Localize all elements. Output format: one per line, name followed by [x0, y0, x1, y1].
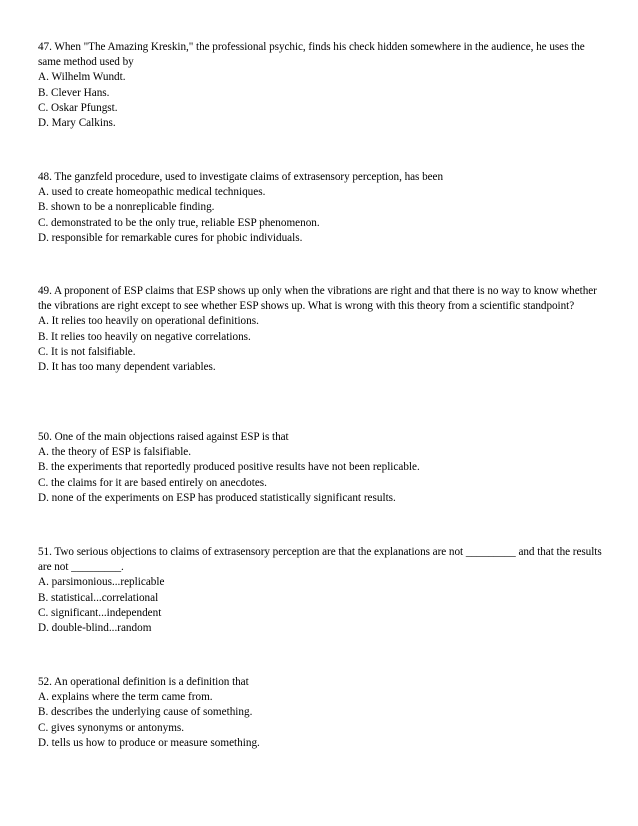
question-text: 49. A proponent of ESP claims that ESP shows up only when the vibrations are right and that there is no way to know whether the vibrations are right except to see whether ESP shows up. What is wrong with this theory from a scientific standpoint? [38, 285, 597, 313]
option-c: C. demonstrated to be the only true, reliable ESP phenomenon. [38, 216, 320, 229]
option-d: D. responsible for remarkable cures for phobic individuals. [38, 231, 303, 244]
option-c: C. the claims for it are based entirely on anecdotes. [38, 476, 267, 489]
question-text: 50. One of the main objections raised against ESP is that [38, 431, 289, 443]
option-b: B. the experiments that reportedly produced positive results have not been replicable. [38, 461, 420, 474]
question-50 [38, 430, 420, 506]
option-a: A. parsimonious...replicable [38, 576, 165, 589]
option-d: D. double-blind...random [38, 622, 152, 635]
option-d: D. Mary Calkins. [38, 117, 116, 130]
option-c: C. It is not falsifiable. [38, 345, 136, 358]
question-51 [38, 545, 610, 636]
question-49 [38, 284, 610, 375]
option-b: B. It relies too heavily on negative correlations. [38, 330, 251, 343]
option-b: B. describes the underlying cause of something. [38, 706, 253, 719]
option-c: C. gives synonyms or antonyms. [38, 721, 185, 734]
question-text: 48. The ganzfeld procedure, used to investigate claims of extrasensory perception, has been [38, 171, 443, 183]
option-c: C. significant...independent [38, 606, 162, 619]
option-b: B. Clever Hans. [38, 86, 110, 99]
option-c: C. Oskar Pfungst. [38, 101, 118, 114]
option-a: A. Wilhelm Wundt. [38, 71, 126, 84]
question-48 [38, 170, 443, 246]
option-d: D. none of the experiments on ESP has produced statistically significant results. [38, 491, 396, 504]
option-a: A. It relies too heavily on operational definitions. [38, 315, 259, 328]
option-b: B. statistical...correlational [38, 591, 159, 604]
question-47 [38, 40, 610, 131]
question-text: 51. Two serious objections to claims of extrasensory perception are that the explanations are not _________ and that the results are not _________. [38, 546, 602, 574]
option-a: A. the theory of ESP is falsifiable. [38, 446, 192, 459]
option-d: D. It has too many dependent variables. [38, 361, 216, 374]
question-text: 47. When "The Amazing Kreskin," the professional psychic, finds his check hidden somewhere in the audience, he uses the same method used by [38, 41, 585, 69]
option-b: B. shown to be a nonreplicable finding. [38, 201, 215, 214]
option-d: D. tells us how to produce or measure something. [38, 736, 260, 749]
question-text: 52. An operational definition is a definition that [38, 676, 249, 688]
option-a: A. explains where the term came from. [38, 691, 213, 704]
question-52 [38, 675, 260, 751]
option-a: A. used to create homeopathic medical techniques. [38, 186, 266, 199]
